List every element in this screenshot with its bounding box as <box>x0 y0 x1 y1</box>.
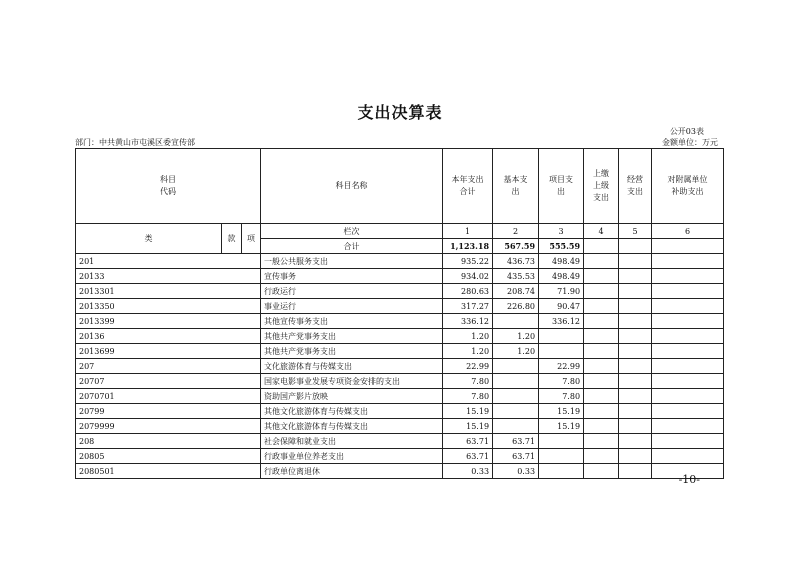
row-name: 行政运行 <box>261 284 443 299</box>
table-row <box>76 389 724 404</box>
table-row <box>76 464 724 479</box>
row-subsidy <box>652 329 724 344</box>
row-basic: 0.33 <box>493 464 539 479</box>
row-subsidy <box>652 434 724 449</box>
row-project <box>539 449 584 464</box>
row-upper <box>584 314 619 329</box>
row-code: 2013699 <box>76 344 261 359</box>
row-basic: 63.71 <box>493 449 539 464</box>
row-subsidy <box>652 299 724 314</box>
row-code: 2070701 <box>76 389 261 404</box>
row-subsidy <box>652 344 724 359</box>
row-business <box>619 299 652 314</box>
row-code: 2079999 <box>76 419 261 434</box>
table-row <box>76 344 724 359</box>
table-row <box>76 254 724 269</box>
row-total: 1.20 <box>443 329 493 344</box>
row-total: 1.20 <box>443 344 493 359</box>
sum-project: 555.59 <box>539 239 584 254</box>
row-upper <box>584 359 619 374</box>
row-business <box>619 449 652 464</box>
table-row <box>76 404 724 419</box>
expenditure-table <box>75 148 724 479</box>
col-num-4: 4 <box>584 224 619 239</box>
header-name: 科目名称 <box>261 149 443 224</box>
unit-label: 金额单位：万元 <box>662 138 718 147</box>
col-num-2: 2 <box>493 224 539 239</box>
row-code: 2013350 <box>76 299 261 314</box>
row-name: 行政单位离退休 <box>261 464 443 479</box>
row-upper <box>584 269 619 284</box>
row-subsidy <box>652 359 724 374</box>
header-basic: 基本支 出 <box>493 149 539 224</box>
row-total: 63.71 <box>443 434 493 449</box>
row-basic <box>493 419 539 434</box>
row-basic <box>493 314 539 329</box>
row-code: 20136 <box>76 329 261 344</box>
table-row <box>76 434 724 449</box>
row-upper <box>584 284 619 299</box>
row-upper <box>584 344 619 359</box>
department-label: 部门：中共黄山市屯溪区委宣传部 <box>75 138 195 147</box>
row-name: 其他文化旅游体育与传媒支出 <box>261 419 443 434</box>
row-upper <box>584 374 619 389</box>
row-name: 行政事业单位养老支出 <box>261 449 443 464</box>
row-subsidy <box>652 374 724 389</box>
row-name: 宣传事务 <box>261 269 443 284</box>
row-code: 2080501 <box>76 464 261 479</box>
row-upper <box>584 419 619 434</box>
row-business <box>619 389 652 404</box>
row-subsidy <box>652 449 724 464</box>
row-upper <box>584 404 619 419</box>
header-kuan: 款 <box>222 224 242 254</box>
row-project: 7.80 <box>539 389 584 404</box>
column-label: 栏次 <box>261 224 443 239</box>
row-name: 其他共产党事务支出 <box>261 329 443 344</box>
row-code: 20707 <box>76 374 261 389</box>
row-project: 336.12 <box>539 314 584 329</box>
row-business <box>619 254 652 269</box>
row-basic <box>493 359 539 374</box>
row-project: 90.47 <box>539 299 584 314</box>
row-total: 7.80 <box>443 389 493 404</box>
row-business <box>619 464 652 479</box>
sum-basic: 567.59 <box>493 239 539 254</box>
row-basic <box>493 404 539 419</box>
row-total: 280.63 <box>443 284 493 299</box>
row-total: 336.12 <box>443 314 493 329</box>
row-project: 22.99 <box>539 359 584 374</box>
table-row <box>76 374 724 389</box>
header-business: 经营 支出 <box>619 149 652 224</box>
row-upper <box>584 434 619 449</box>
header-upper: 上缴 上级 支出 <box>584 149 619 224</box>
row-code: 208 <box>76 434 261 449</box>
row-total: 15.19 <box>443 404 493 419</box>
row-upper <box>584 329 619 344</box>
row-upper <box>584 254 619 269</box>
row-upper <box>584 464 619 479</box>
table-row <box>76 419 724 434</box>
row-business <box>619 404 652 419</box>
row-upper <box>584 449 619 464</box>
row-name: 事业运行 <box>261 299 443 314</box>
header-code: 科目 代码 <box>76 149 261 224</box>
row-basic: 435.53 <box>493 269 539 284</box>
table-row <box>76 284 724 299</box>
row-basic: 1.20 <box>493 344 539 359</box>
sum-total: 1,123.18 <box>443 239 493 254</box>
row-business <box>619 314 652 329</box>
column-number-row <box>76 224 724 239</box>
row-basic: 436.73 <box>493 254 539 269</box>
table-row <box>76 329 724 344</box>
row-business <box>619 359 652 374</box>
table-row <box>76 314 724 329</box>
row-name: 其他宣传事务支出 <box>261 314 443 329</box>
row-code: 207 <box>76 359 261 374</box>
header-project: 项目支 出 <box>539 149 584 224</box>
row-project: 7.80 <box>539 374 584 389</box>
col-num-6: 6 <box>652 224 724 239</box>
row-basic <box>493 389 539 404</box>
row-total: 0.33 <box>443 464 493 479</box>
row-subsidy <box>652 314 724 329</box>
row-subsidy <box>652 269 724 284</box>
row-code: 201 <box>76 254 261 269</box>
page-number: -10- <box>678 473 700 486</box>
row-total: 317.27 <box>443 299 493 314</box>
row-code: 20805 <box>76 449 261 464</box>
row-project: 15.19 <box>539 404 584 419</box>
row-project <box>539 344 584 359</box>
row-subsidy <box>652 404 724 419</box>
row-project: 498.49 <box>539 254 584 269</box>
row-name: 其他文化旅游体育与传媒支出 <box>261 404 443 419</box>
row-business <box>619 269 652 284</box>
row-name: 国家电影事业发展专项资金安排的支出 <box>261 374 443 389</box>
row-upper <box>584 389 619 404</box>
row-code: 20133 <box>76 269 261 284</box>
col-num-5: 5 <box>619 224 652 239</box>
table-row <box>76 299 724 314</box>
row-business <box>619 344 652 359</box>
row-name: 资助国产影片放映 <box>261 389 443 404</box>
col-num-3: 3 <box>539 224 584 239</box>
row-project <box>539 329 584 344</box>
row-basic <box>493 374 539 389</box>
row-total: 7.80 <box>443 374 493 389</box>
header-subsidy: 对附属单位 补助支出 <box>652 149 724 224</box>
row-subsidy <box>652 254 724 269</box>
row-total: 15.19 <box>443 419 493 434</box>
row-name: 其他共产党事务支出 <box>261 344 443 359</box>
row-code: 20799 <box>76 404 261 419</box>
row-project: 15.19 <box>539 419 584 434</box>
row-business <box>619 374 652 389</box>
sum-label: 合计 <box>261 239 443 254</box>
page-title: 支出决算表 <box>357 103 443 122</box>
row-total: 22.99 <box>443 359 493 374</box>
row-business <box>619 284 652 299</box>
table-row <box>76 359 724 374</box>
row-business <box>619 329 652 344</box>
row-total: 63.71 <box>443 449 493 464</box>
header-xiang: 项 <box>242 224 261 254</box>
row-total: 935.22 <box>443 254 493 269</box>
row-basic: 1.20 <box>493 329 539 344</box>
row-project: 71.90 <box>539 284 584 299</box>
row-name: 社会保障和就业支出 <box>261 434 443 449</box>
row-code: 2013399 <box>76 314 261 329</box>
table-row <box>76 269 724 284</box>
row-business <box>619 419 652 434</box>
header-lei: 类 <box>76 224 222 254</box>
row-basic: 63.71 <box>493 434 539 449</box>
row-basic: 208.74 <box>493 284 539 299</box>
row-subsidy <box>652 419 724 434</box>
row-upper <box>584 299 619 314</box>
row-business <box>619 434 652 449</box>
table-header-row <box>76 149 724 224</box>
row-project <box>539 464 584 479</box>
row-subsidy <box>652 389 724 404</box>
row-subsidy <box>652 284 724 299</box>
row-name: 一般公共服务支出 <box>261 254 443 269</box>
col-num-1: 1 <box>443 224 493 239</box>
header-total: 本年支出 合计 <box>443 149 493 224</box>
form-number: 公开03表 <box>669 127 704 136</box>
row-total: 934.02 <box>443 269 493 284</box>
row-project: 498.49 <box>539 269 584 284</box>
row-name: 文化旅游体育与传媒支出 <box>261 359 443 374</box>
row-project <box>539 434 584 449</box>
row-code: 2013301 <box>76 284 261 299</box>
row-basic: 226.80 <box>493 299 539 314</box>
table-row <box>76 449 724 464</box>
